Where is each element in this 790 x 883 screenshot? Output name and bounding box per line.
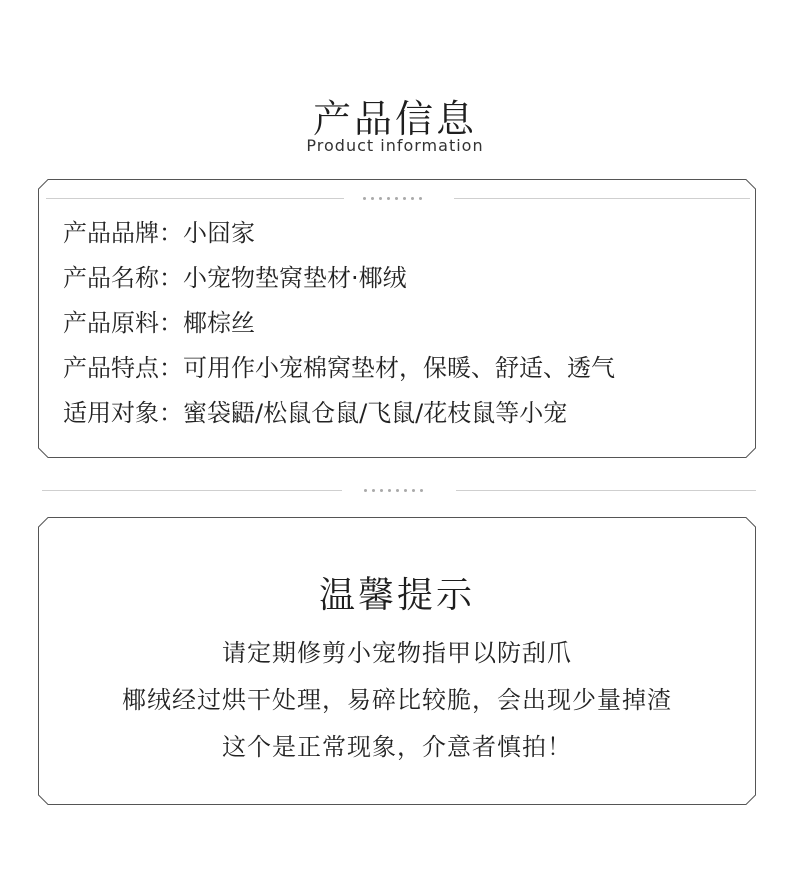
dot [387,197,390,200]
tips-line: 这个是正常现象，介意者慎拍！ [222,733,572,761]
dot [364,489,367,492]
tips-list [38,633,756,774]
page-subtitle: Product information [306,136,484,155]
dot [388,489,391,492]
divider-dots [364,489,423,492]
info-row-features: 产品特点：可用作小宠棉窝垫材，保暖、舒适、透气 [63,354,615,382]
divider-line-right [456,490,756,491]
dot [372,489,375,492]
dot [411,197,414,200]
tips-line: 椰绒经过烘干处理，易碎比较脆，会出现少量掉渣 [122,686,672,714]
tips-title: 温馨提示 [318,575,475,616]
tips-line: 请定期修剪小宠物指甲以防刮爪 [222,639,572,667]
dot [396,489,399,492]
product-info-card [38,179,756,458]
dot [420,489,423,492]
info-row-brand: 产品品牌：小囧家 [63,219,255,247]
info-row-name: 产品名称：小宠物垫窝垫材·椰绒 [63,264,407,292]
divider-dots [363,197,422,200]
info-row-material: 产品原料：椰棕丝 [63,309,255,337]
page-title: 产品信息 [312,97,477,141]
dot [380,489,383,492]
dot [379,197,382,200]
dot [371,197,374,200]
dot [412,489,415,492]
divider-line-left [42,490,342,491]
dot [395,197,398,200]
dot [404,489,407,492]
dot [403,197,406,200]
info-row-target: 适用对象：蜜袋鼯/松鼠仓鼠/飞鼠/花枝鼠等小宠 [63,399,568,427]
product-info-list [63,215,615,440]
section-divider [42,490,756,491]
tips-card [38,517,756,805]
dot [363,197,366,200]
dot [419,197,422,200]
